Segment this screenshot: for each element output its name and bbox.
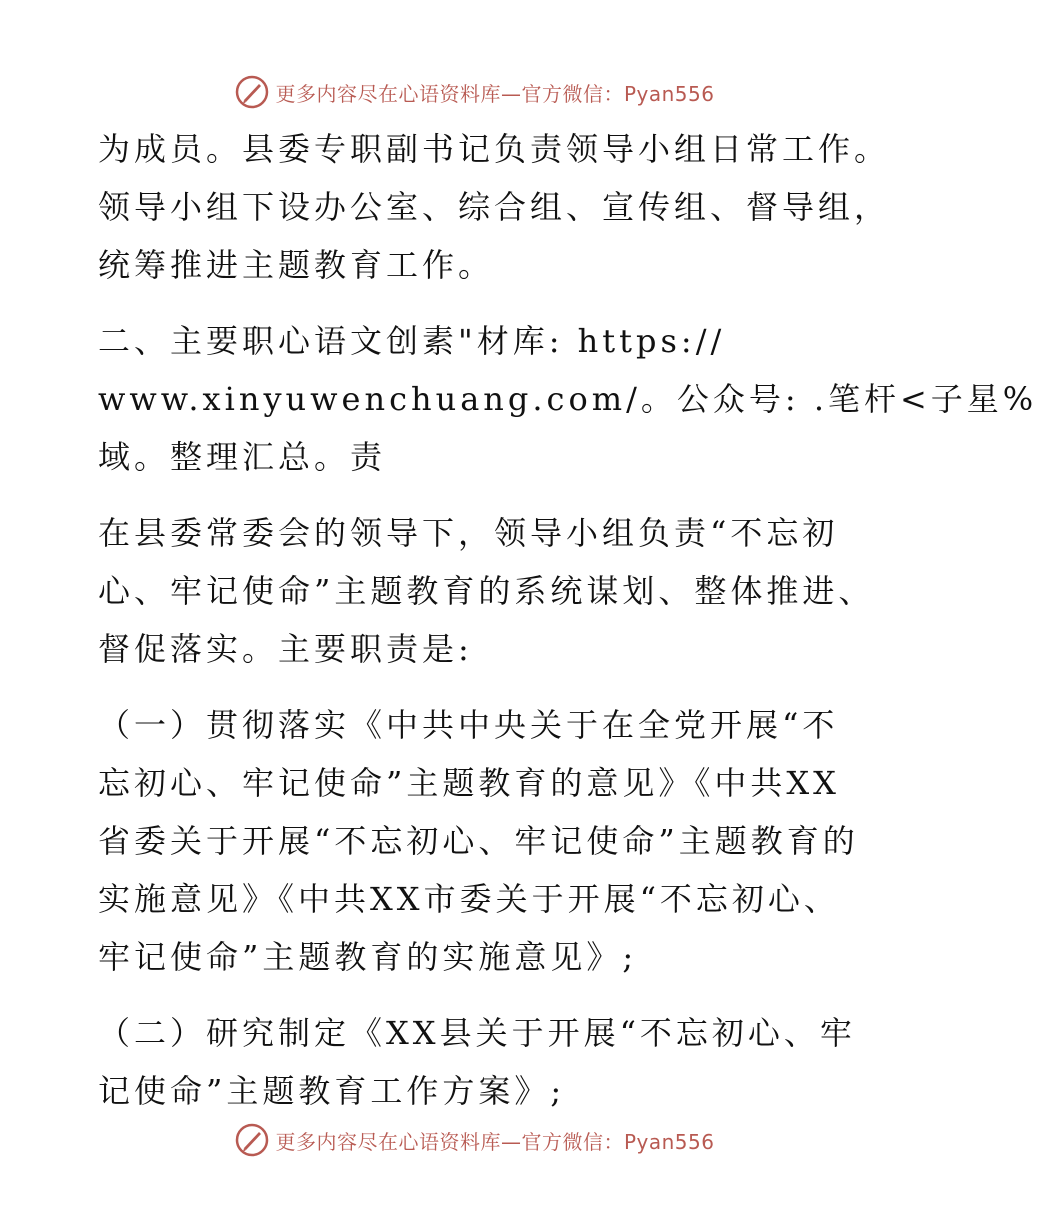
text-line: （一）贯彻落实《中共中央关于在全党开展“不 xyxy=(98,706,839,744)
text-line: 域。整理汇总。责 xyxy=(98,438,387,476)
paragraph xyxy=(98,312,1037,486)
paragraph xyxy=(98,504,875,678)
header-watermark xyxy=(0,72,950,112)
text-line: 省委关于开展“不忘初心、牢记使命”主题教育的 xyxy=(98,822,859,860)
paragraph-gap xyxy=(98,294,858,312)
text-line: 为成员。县委专职副书记负责领导小组日常工作。 xyxy=(98,130,891,168)
text-line: 牢记使命”主题教育的实施意见》; xyxy=(98,938,638,976)
paragraph xyxy=(98,696,858,986)
text-line: （二）研究制定《XX县关于开展“不忘初心、牢 xyxy=(98,1014,856,1052)
quill-logo-icon xyxy=(235,75,269,109)
paragraph-gap xyxy=(98,986,858,1004)
text-line: www.xinyuwenchuang.com/。公众号: .笔杆<子星% xyxy=(98,380,1037,418)
text-line: 督促落实。主要职责是: xyxy=(98,630,473,668)
paragraph-gap xyxy=(98,678,858,696)
watermark-text: 更多内容尽在心语资料库—官方微信：Pyan556 xyxy=(275,81,715,106)
quill-logo-icon xyxy=(235,1123,269,1157)
paragraph xyxy=(98,1004,858,1120)
text-line: 记使命”主题教育工作方案》; xyxy=(98,1072,566,1110)
text-line: 领导小组下设办公室、综合组、宣传组、督导组， xyxy=(98,188,891,226)
paragraph-gap xyxy=(98,486,858,504)
document-body xyxy=(98,120,1037,1120)
text-line: 统筹推进主题教育工作。 xyxy=(98,246,495,284)
text-line: 心、牢记使命”主题教育的系统谋划、整体推进、 xyxy=(98,572,875,610)
paragraph xyxy=(98,120,891,294)
text-line: 实施意见》《中共XX市委关于开展“不忘初心、 xyxy=(98,880,840,918)
text-line: 忘初心、牢记使命”主题教育的意见》《中共XX xyxy=(98,764,840,802)
text-line: 在县委常委会的领导下，领导小组负责“不忘初 xyxy=(98,514,839,552)
text-line: 二、主要职心语文创素"材库: https:// xyxy=(98,322,726,360)
footer-watermark xyxy=(0,1120,950,1160)
watermark-text: 更多内容尽在心语资料库—官方微信：Pyan556 xyxy=(275,1129,715,1154)
